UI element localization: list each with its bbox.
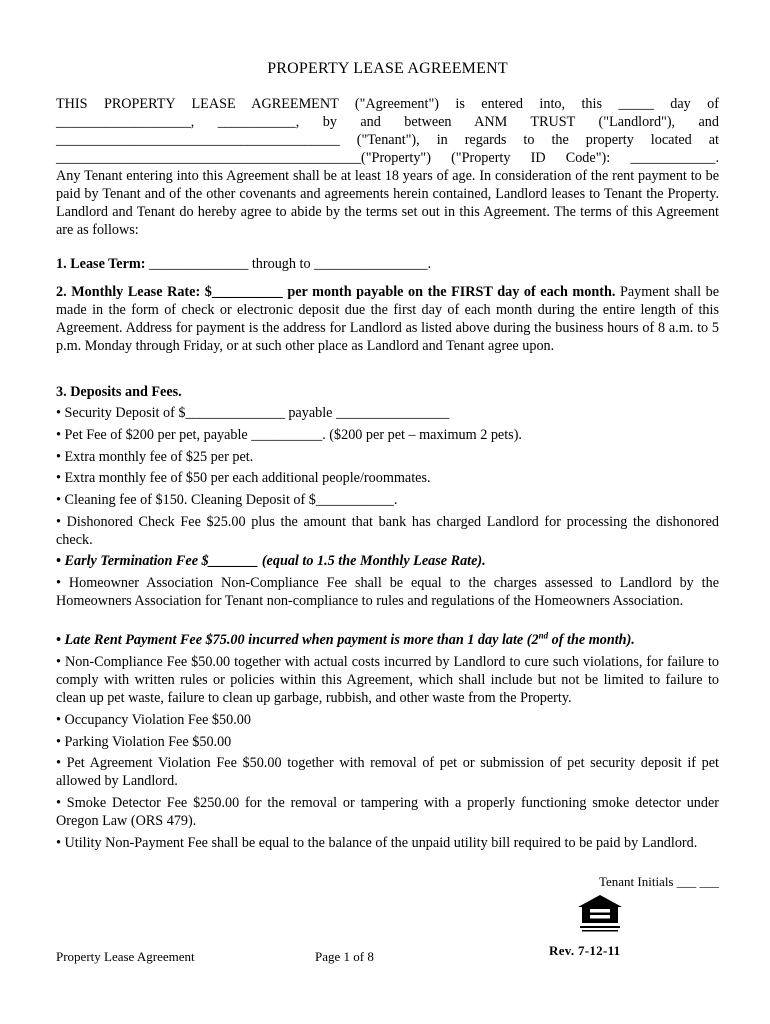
- tenant-initials[interactable]: Tenant Initials ___ ___: [598, 874, 719, 889]
- late-rent-item: [56, 631, 719, 649]
- smoke-detector-item: • Smoke Detector Fee $250.00 for the removal or tampering with a properly functioning smoke detector under Oregon Law (ORS 479).: [56, 795, 719, 829]
- lease-term-label: 1. Lease Term:: [56, 256, 146, 272]
- late-rent-sup: nd: [538, 630, 549, 641]
- hoa-fee-item: • Homeowner Association Non-Compliance Fee shall be equal to the charges assessed to Landlord by the Homeowners Association for Tenant non-compliance to rules and regulations of the Homeowners Association.: [56, 575, 719, 609]
- deposits-heading: [56, 383, 719, 401]
- pet-fee-item: • Pet Fee of $200 per pet, payable __________. ($200 per pet – maximum 2 pets).: [56, 427, 522, 443]
- intro-line-2: ___________________, ___________, by and between ANM TRUST ("Landlord"), and: [56, 114, 719, 130]
- footer-revision: Rev. 7-12-11: [549, 943, 621, 958]
- monthly-rate-section: [56, 283, 719, 355]
- noncompliance-item: • Non-Compliance Fee $50.00 together with actual costs incurred by Landlord to cure such violations, for failure to comply with written rules or policies within this Agreement, which shall include but not be limited to failure to clean up pet waste, failure to clean up garbage, rubbish, and other waste from the Property.: [56, 654, 719, 706]
- late-rent-text-end: of the month).: [548, 632, 635, 648]
- lease-term-blanks: ______________ through to ________________.: [145, 256, 432, 272]
- intro-line-1: THIS PROPERTY LEASE AGREEMENT ("Agreement") is entered into, this _____ day of: [56, 96, 719, 112]
- footer-page-number: Page 1 of 8: [315, 949, 374, 964]
- lease-term-section: [56, 255, 719, 273]
- utility-item: • Utility Non-Payment Fee shall be equal to the balance of the unpaid utility bill required to be paid by Landlord.: [56, 835, 698, 851]
- security-deposit-item: • Security Deposit of $______________ payable ________________: [56, 405, 450, 421]
- footer-document-name: Property Lease Agreement: [56, 949, 195, 964]
- extra-people-fee-item: • Extra monthly fee of $50 per each additional people/roommates.: [56, 470, 431, 486]
- extra-pet-fee-item: • Extra monthly fee of $25 per pet.: [56, 449, 254, 465]
- pet-violation-item: • Pet Agreement Violation Fee $50.00 together with removal of pet or submission of pet security deposit if pet allowed by Landlord.: [56, 755, 719, 789]
- cleaning-fee-item: • Cleaning fee of $150. Cleaning Deposit of $___________.: [56, 492, 398, 508]
- dishonored-check-item: • Dishonored Check Fee $25.00 plus the amount that bank has charged Landlord for processing the dishonored check.: [56, 514, 719, 548]
- intro-line-3: ________________________________________ ("Tenant"), in regards to the property located at: [56, 132, 719, 148]
- monthly-rate-label: 2. Monthly Lease Rate: $__________ per month payable on the FIRST day of each month.: [56, 284, 616, 300]
- page-title: PROPERTY LEASE AGREEMENT: [267, 60, 508, 77]
- equal-housing-opportunity-icon: [574, 893, 626, 933]
- parking-violation-item: • Parking Violation Fee $50.00: [56, 734, 232, 750]
- monthly-rate-body: Payment shall be made in the form of check or electronic deposit due the first day of each month during the entire length of this Agreement. Address for payment is the address for Landlord as listed above during the business hours of 8 a.m. to 5 p.m. Monday through Friday, or at such other place as Landlord and Tenant agree upon.: [56, 284, 719, 354]
- late-rent-text: • Late Rent Payment Fee $75.00 incurred when payment is more than 1 day late (2: [56, 632, 539, 648]
- deposits-heading-text: 3. Deposits and Fees.: [56, 384, 182, 400]
- early-termination-item: • Early Termination Fee $_______ (equal to 1.5 the Monthly Lease Rate).: [56, 553, 486, 569]
- intro-line-4: ___________________________________________("Property") ("Property ID Code"): ____________.: [56, 150, 719, 166]
- intro-paragraph: Any Tenant entering into this Agreement shall be at least 18 years of age. In consideration of the rent payment to be paid by Tenant and of the other covenants and agreements herein contained, Landlord leases to Tenant the Property. Landlord and Tenant do hereby agree to abide by the terms set out in this Agreement. The terms of this Agreement are as follows:: [56, 168, 719, 238]
- occupancy-violation-item: • Occupancy Violation Fee $50.00: [56, 712, 251, 728]
